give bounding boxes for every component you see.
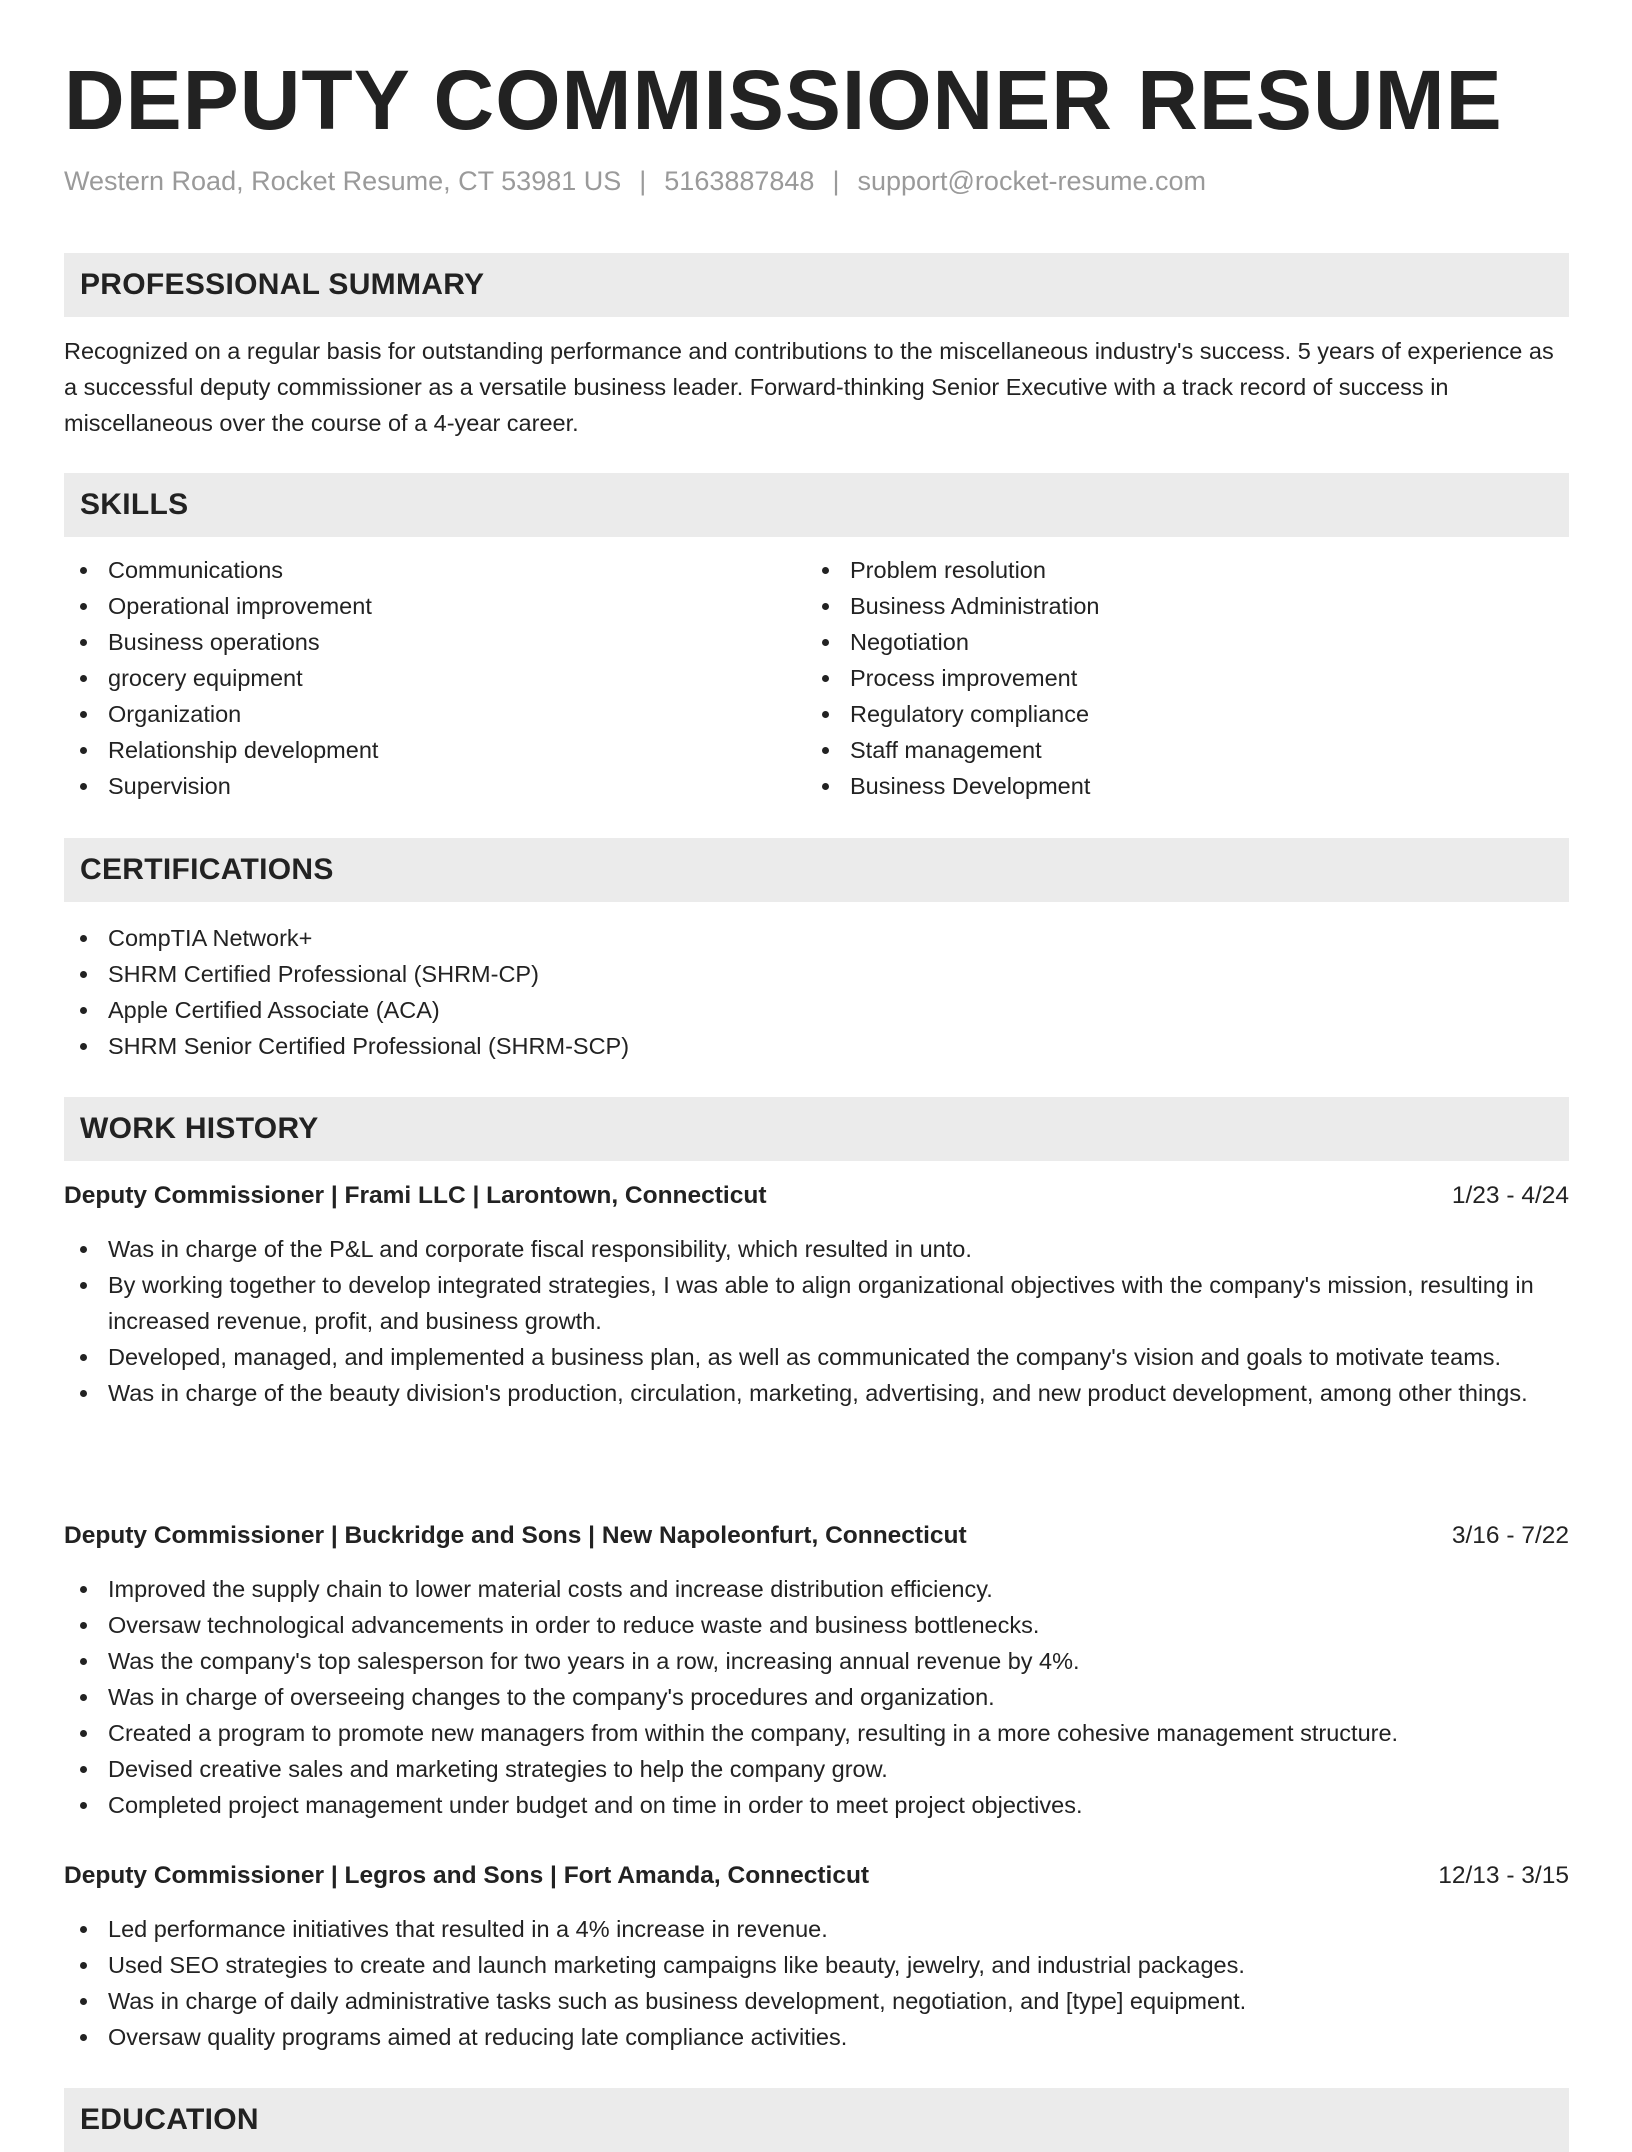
list-item: By working together to develop integrated strategies, I was able to align organizational objectives with the company's mission, resulting in increased revenue, profit, and business growth.	[64, 1267, 1569, 1339]
list-item: Operational improvement	[64, 588, 784, 624]
section-title: PROFESSIONAL SUMMARY	[80, 268, 485, 301]
section-header-summary	[64, 253, 1569, 317]
job-title: Deputy Commissioner | Frami LLC | Larontown, Connecticut	[64, 1182, 767, 1209]
list-item: Business operations	[64, 624, 784, 660]
list-item: Regulatory compliance	[806, 696, 1526, 732]
job-bullets	[64, 1231, 1569, 1411]
list-item: Oversaw technological advancements in order to reduce waste and business bottlenecks.	[64, 1607, 1569, 1643]
summary-text: Recognized on a regular basis for outstanding performance and contributions to the miscellaneous industry's success. 5 years of experience as a successful deputy commissioner as a versatile business leader. Forward-thinking Senior Executive with a track record of success in miscellaneous over the course of a 4-year career.	[64, 338, 1554, 436]
contact-separator: |	[639, 166, 647, 196]
section-header-work-history	[64, 1097, 1569, 1161]
list-item: grocery equipment	[64, 660, 784, 696]
list-item: Relationship development	[64, 732, 784, 768]
section-header-skills	[64, 473, 1569, 537]
section-header-certifications	[64, 838, 1569, 902]
list-item: Was in charge of daily administrative tasks such as business development, negotiation, and [type] equipment.	[64, 1983, 1569, 2019]
list-item: Supervision	[64, 768, 784, 804]
list-item: Used SEO strategies to create and launch marketing campaigns like beauty, jewelry, and industrial packages.	[64, 1947, 1569, 1983]
list-item: Created a program to promote new managers from within the company, resulting in a more cohesive management structure.	[64, 1715, 1569, 1751]
list-item: Oversaw quality programs aimed at reducing late compliance activities.	[64, 2019, 1569, 2055]
job-dates: 3/16 - 7/22	[1451, 1522, 1569, 1549]
list-item: Developed, managed, and implemented a business plan, as well as communicated the company's vision and goals to motivate teams.	[64, 1339, 1569, 1375]
list-item: Was in charge of overseeing changes to the company's procedures and organization.	[64, 1679, 1569, 1715]
list-item: Process improvement	[806, 660, 1526, 696]
list-item: CompTIA Network+	[64, 920, 1064, 956]
job-title: Deputy Commissioner | Buckridge and Sons | New Napoleonfurt, Connecticut	[64, 1522, 967, 1549]
list-item: Devised creative sales and marketing strategies to help the company grow.	[64, 1751, 1569, 1787]
contact-line	[64, 168, 1206, 195]
list-item: Organization	[64, 696, 784, 732]
job-title: Deputy Commissioner | Legros and Sons | Fort Amanda, Connecticut	[64, 1862, 870, 1889]
section-title: SKILLS	[80, 488, 189, 521]
resume-title: DEPUTY COMMISSIONER RESUME	[64, 53, 1503, 147]
section-header-education	[64, 2088, 1569, 2152]
list-item: Completed project management under budget and on time in order to meet project objectives.	[64, 1787, 1569, 1823]
list-item: Business Administration	[806, 588, 1526, 624]
job-dates: 12/13 - 3/15	[1438, 1862, 1569, 1889]
skills-list-left	[64, 552, 784, 804]
contact-address: Western Road, Rocket Resume, CT 53981 US	[64, 166, 622, 196]
list-item: Was the company's top salesperson for two years in a row, increasing annual revenue by 4%.	[64, 1643, 1569, 1679]
job-header	[64, 1178, 1569, 1214]
section-title: WORK HISTORY	[80, 1112, 319, 1145]
list-item: SHRM Certified Professional (SHRM-CP)	[64, 956, 1064, 992]
list-item: Problem resolution	[806, 552, 1526, 588]
job-header	[64, 1858, 1569, 1894]
skills-list-right	[806, 552, 1526, 804]
list-item: Negotiation	[806, 624, 1526, 660]
job-bullets	[64, 1911, 1569, 2055]
contact-separator: |	[832, 166, 840, 196]
job-bullets	[64, 1571, 1569, 1823]
list-item: Improved the supply chain to lower material costs and increase distribution efficiency.	[64, 1571, 1569, 1607]
section-title: EDUCATION	[80, 2103, 259, 2136]
list-item: SHRM Senior Certified Professional (SHRM-SCP)	[64, 1028, 1064, 1064]
list-item: Was in charge of the beauty division's production, circulation, marketing, advertising, and new product development, among other things.	[64, 1375, 1569, 1411]
list-item: Led performance initiatives that resulted in a 4% increase in revenue.	[64, 1911, 1569, 1947]
list-item: Was in charge of the P&L and corporate fiscal responsibility, which resulted in unto.	[64, 1231, 1569, 1267]
job-dates: 1/23 - 4/24	[1451, 1182, 1569, 1209]
list-item: Communications	[64, 552, 784, 588]
contact-phone: 5163887848	[664, 166, 815, 196]
job-header	[64, 1518, 1569, 1554]
certifications-list	[64, 920, 1064, 1064]
list-item: Apple Certified Associate (ACA)	[64, 992, 1064, 1028]
section-title: CERTIFICATIONS	[80, 853, 334, 886]
contact-email[interactable]: support@rocket-resume.com	[857, 166, 1206, 196]
list-item: Business Development	[806, 768, 1526, 804]
list-item: Staff management	[806, 732, 1526, 768]
